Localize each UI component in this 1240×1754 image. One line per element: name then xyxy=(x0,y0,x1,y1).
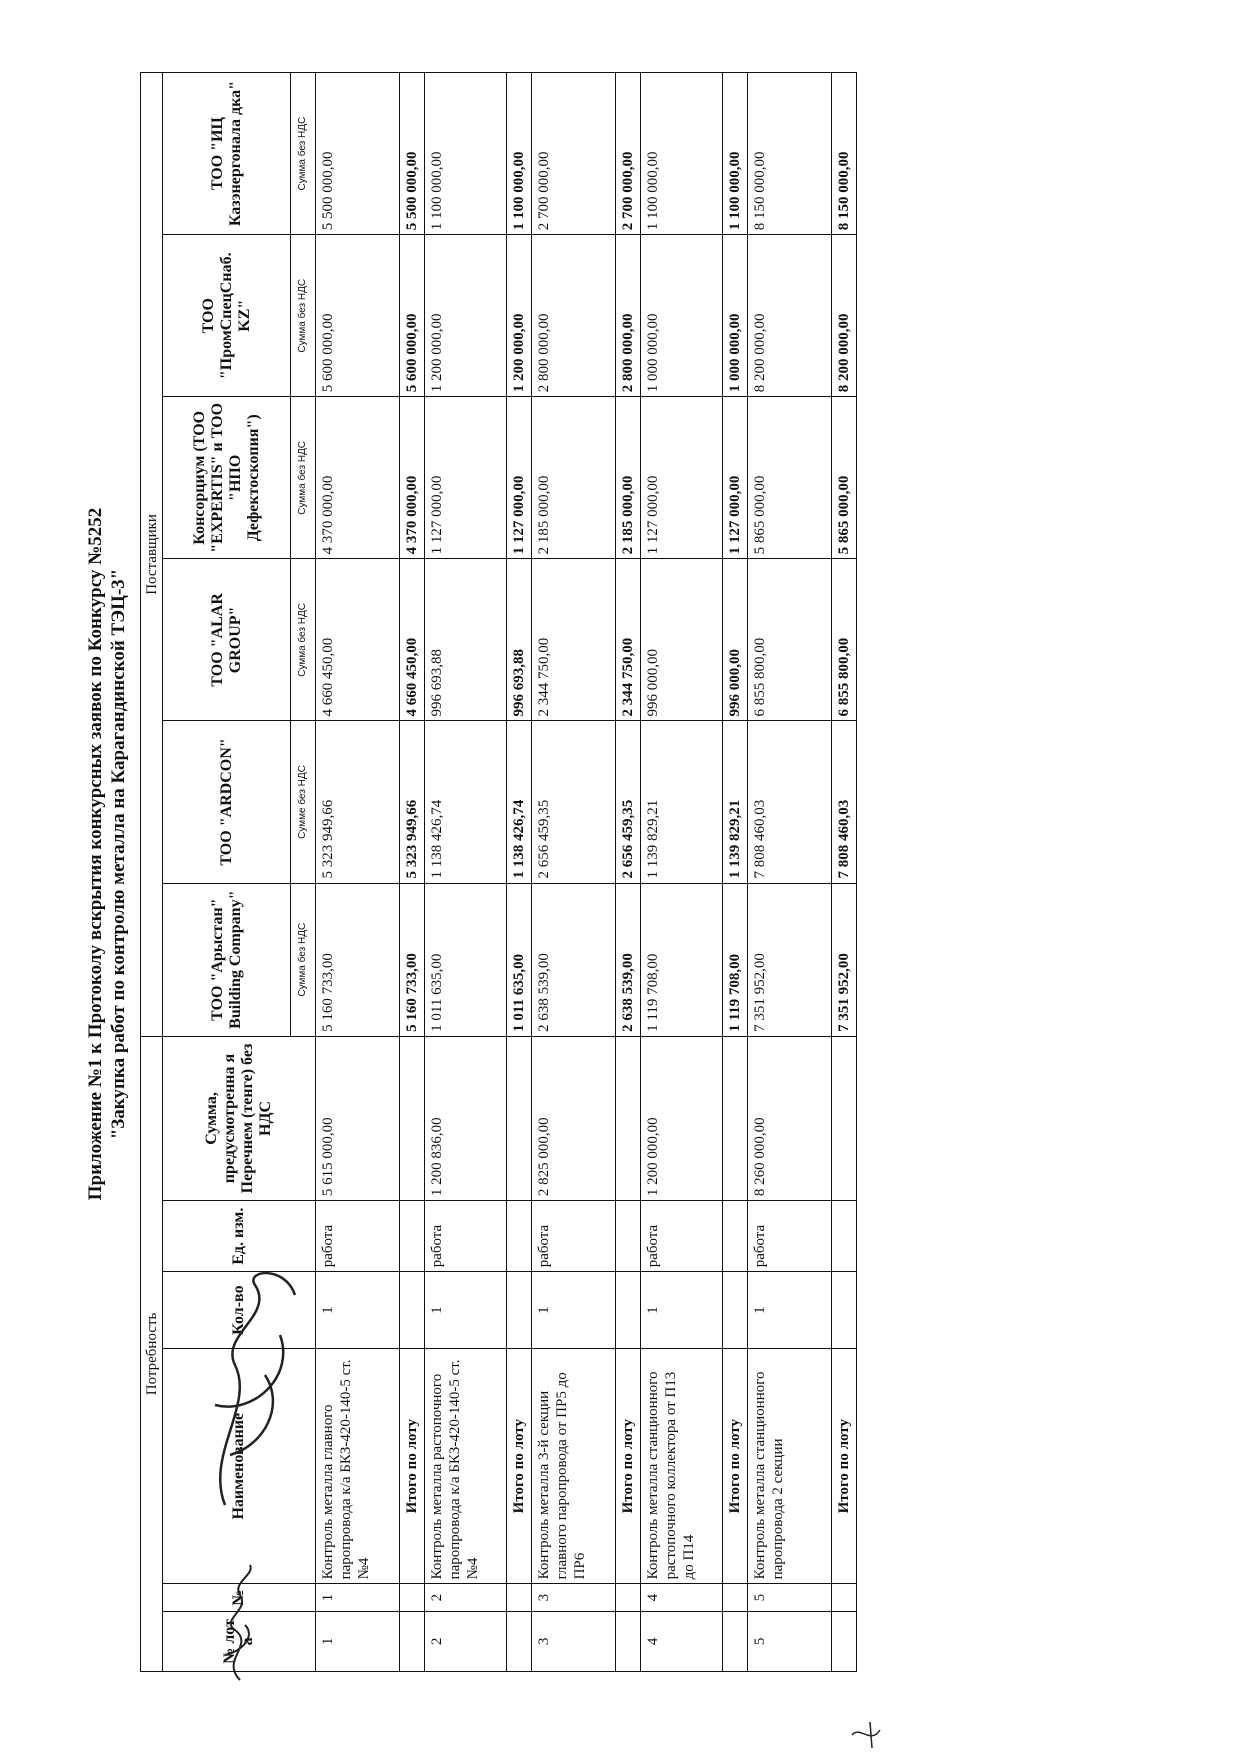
total-empty-cell xyxy=(616,1201,641,1272)
supplier-price: 1 100 000,00 xyxy=(425,73,507,235)
supplier-price: 7 351 952,00 xyxy=(748,883,832,1036)
item-number: 4 xyxy=(641,1584,723,1611)
total-empty-cell xyxy=(400,1584,425,1611)
supplier-price: 2 185 000,00 xyxy=(532,397,616,559)
supplier-subheader: Сумма без НДС xyxy=(291,559,316,721)
item-qty: 1 xyxy=(748,1272,832,1349)
supplier-price: 996 000,00 xyxy=(641,559,723,721)
supplier-price: 5 865 000,00 xyxy=(748,397,832,559)
lot-total-value: 8 150 000,00 xyxy=(832,73,857,235)
total-row xyxy=(832,73,857,1672)
lot-total-value: 5 323 949,66 xyxy=(400,721,425,883)
group-suppliers-header: Поставщики xyxy=(141,73,163,1037)
total-row xyxy=(507,73,532,1672)
lot-total-value: 4 660 450,00 xyxy=(400,559,425,721)
supplier-price: 1 011 635,00 xyxy=(425,883,507,1036)
supplier-price: 2 344 750,00 xyxy=(532,559,616,721)
supplier-price: 4 370 000,00 xyxy=(316,397,400,559)
item-name: Контроль металла станционного паропровода 2 секции xyxy=(748,1348,832,1583)
total-empty-cell xyxy=(507,1611,532,1671)
supplier-price: 8 150 000,00 xyxy=(748,73,832,235)
table-row xyxy=(641,73,723,1672)
lot-total-value: 7 808 460,03 xyxy=(832,721,857,883)
supplier-price: 5 323 949,66 xyxy=(316,721,400,883)
lot-total-value: 5 160 733,00 xyxy=(400,883,425,1036)
total-empty-cell xyxy=(616,1584,641,1611)
item-name: Контроль металла 3-й секции главного паропровода от ПР5 до ПР6 xyxy=(532,1348,616,1583)
lot-total-label: Итого по лоту xyxy=(616,1348,641,1583)
lot-total-value: 2 185 000,00 xyxy=(616,397,641,559)
supplier-price: 2 638 539,00 xyxy=(532,883,616,1036)
item-unit: работа xyxy=(316,1201,400,1272)
lot-total-value: 5 500 000,00 xyxy=(400,73,425,235)
supplier-subheader: Сумма без НДС xyxy=(291,73,316,235)
supplier-subheader: Сумма без НДС xyxy=(291,397,316,559)
lot-total-value: 996 693,88 xyxy=(507,559,532,721)
col-lot-header: № лот а xyxy=(163,1611,316,1671)
total-row xyxy=(616,73,641,1672)
col-sum-header: Сумма, предусмотренна я Перечнем (тенге) без НДС xyxy=(163,1036,316,1200)
document-title xyxy=(84,104,130,1604)
lot-total-value: 1 119 708,00 xyxy=(723,883,748,1036)
supplier-price: 996 693,88 xyxy=(425,559,507,721)
item-sum: 1 200 000,00 xyxy=(641,1036,723,1200)
supplier-subheader: Сумма без НДС xyxy=(291,883,316,1036)
supplier-price: 1 127 000,00 xyxy=(641,397,723,559)
total-empty-cell xyxy=(400,1611,425,1671)
lot-total-value: 1 011 635,00 xyxy=(507,883,532,1036)
lot-number: 2 xyxy=(425,1611,507,1671)
lot-total-value: 5 865 000,00 xyxy=(832,397,857,559)
item-qty: 1 xyxy=(532,1272,616,1349)
lot-total-value: 1 100 000,00 xyxy=(507,73,532,235)
supplier-subheader: Сумме без НДС xyxy=(291,721,316,883)
supplier-price: 1 200 000,00 xyxy=(425,235,507,397)
total-row xyxy=(723,73,748,1672)
supplier-price: 1 100 000,00 xyxy=(641,73,723,235)
col-unit-header: Ед. изм. xyxy=(163,1201,316,1272)
lot-total-value: 1 127 000,00 xyxy=(507,397,532,559)
lot-total-value: 2 800 000,00 xyxy=(616,235,641,397)
lot-total-value: 1 127 000,00 xyxy=(723,397,748,559)
lot-total-value: 7 351 952,00 xyxy=(832,883,857,1036)
supplier-header: Консорциум (ТОО "EXPERTIS" и ТОО "НПО Дефектоскопия") xyxy=(163,397,291,559)
lot-total-label: Итого по лоту xyxy=(400,1348,425,1583)
lot-total-value: 1 138 426,74 xyxy=(507,721,532,883)
item-unit: работа xyxy=(532,1201,616,1272)
lot-total-value: 996 000,00 xyxy=(723,559,748,721)
lot-total-value: 8 200 000,00 xyxy=(832,235,857,397)
col-name-header: Наименование xyxy=(163,1348,316,1583)
supplier-price: 7 808 460,03 xyxy=(748,721,832,883)
item-name: Контроль металла растопочного паропровода к/а БКЗ-420-140-5 ст.№4 xyxy=(425,1348,507,1583)
total-empty-cell xyxy=(507,1036,532,1200)
total-empty-cell xyxy=(723,1201,748,1272)
supplier-price: 1 119 708,00 xyxy=(641,883,723,1036)
supplier-price: 1 139 829,21 xyxy=(641,721,723,883)
item-qty: 1 xyxy=(641,1272,723,1349)
supplier-price: 5 600 000,00 xyxy=(316,235,400,397)
item-sum: 1 200 836,00 xyxy=(425,1036,507,1200)
total-empty-cell xyxy=(832,1036,857,1200)
total-empty-cell xyxy=(832,1201,857,1272)
item-qty: 1 xyxy=(425,1272,507,1349)
supplier-price: 2 800 000,00 xyxy=(532,235,616,397)
supplier-header: ТОО "ПромСпецСнаб. KZ" xyxy=(163,235,291,397)
lot-total-value: 4 370 000,00 xyxy=(400,397,425,559)
lot-number: 1 xyxy=(316,1611,400,1671)
item-number: 3 xyxy=(532,1584,616,1611)
lot-total-value: 1 100 000,00 xyxy=(723,73,748,235)
lot-total-value: 2 700 000,00 xyxy=(616,73,641,235)
lot-number: 4 xyxy=(641,1611,723,1671)
lot-number: 5 xyxy=(748,1611,832,1671)
total-empty-cell xyxy=(616,1272,641,1349)
lot-total-value: 1 139 829,21 xyxy=(723,721,748,883)
supplier-price: 2 700 000,00 xyxy=(532,73,616,235)
total-empty-cell xyxy=(400,1201,425,1272)
supplier-price: 6 855 800,00 xyxy=(748,559,832,721)
signature-2-icon xyxy=(210,1560,270,1690)
lot-total-value: 5 600 000,00 xyxy=(400,235,425,397)
total-empty-cell xyxy=(723,1584,748,1611)
supplier-header: ТОО "ARDCON" xyxy=(163,721,291,883)
item-unit: работа xyxy=(641,1201,723,1272)
lot-number: 3 xyxy=(532,1611,616,1671)
item-name: Контроль металла главного паропровода к/а БКЗ-420-140-5 ст.№4 xyxy=(316,1348,400,1583)
supplier-price: 4 660 450,00 xyxy=(316,559,400,721)
lot-total-value: 2 638 539,00 xyxy=(616,883,641,1036)
col-num-header: № xyxy=(163,1584,316,1611)
item-qty: 1 xyxy=(316,1272,400,1349)
supplier-price: 1 000 000,00 xyxy=(641,235,723,397)
supplier-subheader: Сумма без НДС xyxy=(291,235,316,397)
table-row xyxy=(532,73,616,1672)
total-empty-cell xyxy=(723,1272,748,1349)
item-unit: работа xyxy=(748,1201,832,1272)
total-empty-cell xyxy=(723,1611,748,1671)
item-number: 2 xyxy=(425,1584,507,1611)
table-row xyxy=(748,73,832,1672)
total-empty-cell xyxy=(400,1272,425,1349)
lot-total-label: Итого по лоту xyxy=(832,1348,857,1583)
supplier-price: 8 200 000,00 xyxy=(748,235,832,397)
item-sum: 2 825 000,00 xyxy=(532,1036,616,1200)
lot-total-label: Итого по лоту xyxy=(723,1348,748,1583)
item-name: Контроль металла станционного растопочного коллектора от П13 до П14 xyxy=(641,1348,723,1583)
signature-1-icon xyxy=(195,1255,315,1525)
supplier-price: 2 656 459,35 xyxy=(532,721,616,883)
item-number: 1 xyxy=(316,1584,400,1611)
title-line-1: Приложение №1 к Протоколу вскрытия конкурсных заявок по Конкурсу №5252 xyxy=(85,507,106,1201)
item-sum: 8 260 000,00 xyxy=(748,1036,832,1200)
total-empty-cell xyxy=(400,1036,425,1200)
total-empty-cell xyxy=(616,1036,641,1200)
group-need-header: Потребность xyxy=(141,1036,163,1671)
supplier-price: 5 500 000,00 xyxy=(316,73,400,235)
total-empty-cell xyxy=(832,1272,857,1349)
signature-3-icon xyxy=(850,1720,890,1750)
title-line-2: "Закупка работ по контролю металла на Карагандинской ТЭЦ-3" xyxy=(108,568,129,1140)
item-unit: работа xyxy=(425,1201,507,1272)
table-body xyxy=(316,73,857,1672)
lot-total-value: 1 200 000,00 xyxy=(507,235,532,397)
supplier-price: 1 138 426,74 xyxy=(425,721,507,883)
supplier-header: ТОО "ИЦ Казэнергонала дка" xyxy=(163,73,291,235)
total-empty-cell xyxy=(507,1201,532,1272)
supplier-header: ТОО "Арыстан" Building Company" xyxy=(163,883,291,1036)
col-qty-header: Кол-во xyxy=(163,1272,316,1349)
item-sum: 5 615 000,00 xyxy=(316,1036,400,1200)
table-row xyxy=(425,73,507,1672)
lot-total-label: Итого по лоту xyxy=(507,1348,532,1583)
lot-total-value: 1 000 000,00 xyxy=(723,235,748,397)
total-empty-cell xyxy=(616,1611,641,1671)
total-empty-cell xyxy=(832,1584,857,1611)
total-empty-cell xyxy=(723,1036,748,1200)
item-number: 5 xyxy=(748,1584,832,1611)
supplier-header: ТОО "ALAR GROUP" xyxy=(163,559,291,721)
table-row xyxy=(316,73,400,1672)
lot-total-value: 2 656 459,35 xyxy=(616,721,641,883)
lot-total-value: 6 855 800,00 xyxy=(832,559,857,721)
total-empty-cell xyxy=(507,1584,532,1611)
total-empty-cell xyxy=(832,1611,857,1671)
total-empty-cell xyxy=(507,1272,532,1349)
supplier-price: 1 127 000,00 xyxy=(425,397,507,559)
supplier-price: 5 160 733,00 xyxy=(316,883,400,1036)
lot-total-value: 2 344 750,00 xyxy=(616,559,641,721)
total-row xyxy=(400,73,425,1672)
